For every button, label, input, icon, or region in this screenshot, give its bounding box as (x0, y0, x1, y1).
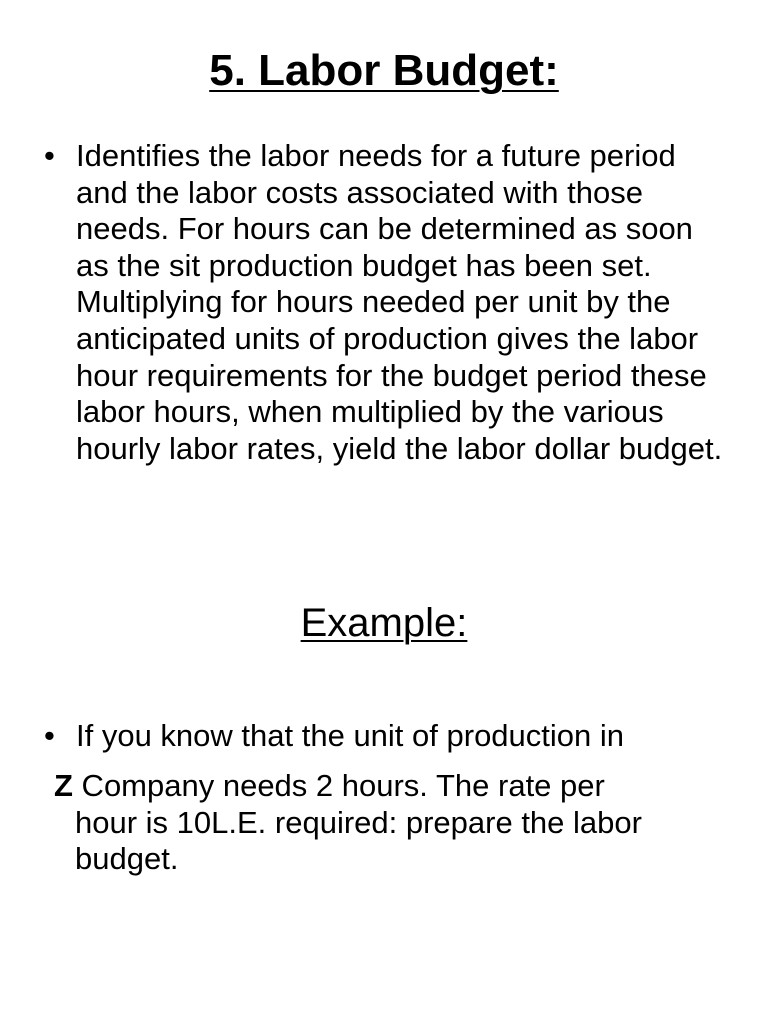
example-bullet (44, 718, 734, 755)
example-line-3: hour is 10L.E. required: prepare the labor (75, 804, 642, 840)
example-line-4: budget. (75, 841, 179, 877)
definition-bullet (44, 138, 734, 467)
company-letter: Z (54, 768, 73, 803)
slide-title: 5. Labor Budget: (209, 46, 559, 95)
bullet-row (44, 718, 734, 755)
example-line-2-text: Company needs 2 hours. The rate per (72, 768, 605, 803)
definition-text: Identifies the labor needs for a future period and the labor costs associated with those needs. For hours can be determined as soon as the sit production budget has been set. Multiplying for hours needed per unit by the anticipated units of production gives the labor hour requirements for the budget period these labor hours, when multiplied by the various hourly labor rates, yield the labor dollar budget. (76, 138, 723, 466)
bullet-icon: • (44, 138, 55, 173)
example-line-2 (54, 768, 734, 805)
example-line-1: If you know that the unit of production in (76, 718, 625, 753)
bullet-row (44, 138, 734, 467)
bullet-icon: • (44, 718, 55, 753)
example-continuation (54, 768, 734, 878)
example-heading: Example: (300, 601, 468, 645)
